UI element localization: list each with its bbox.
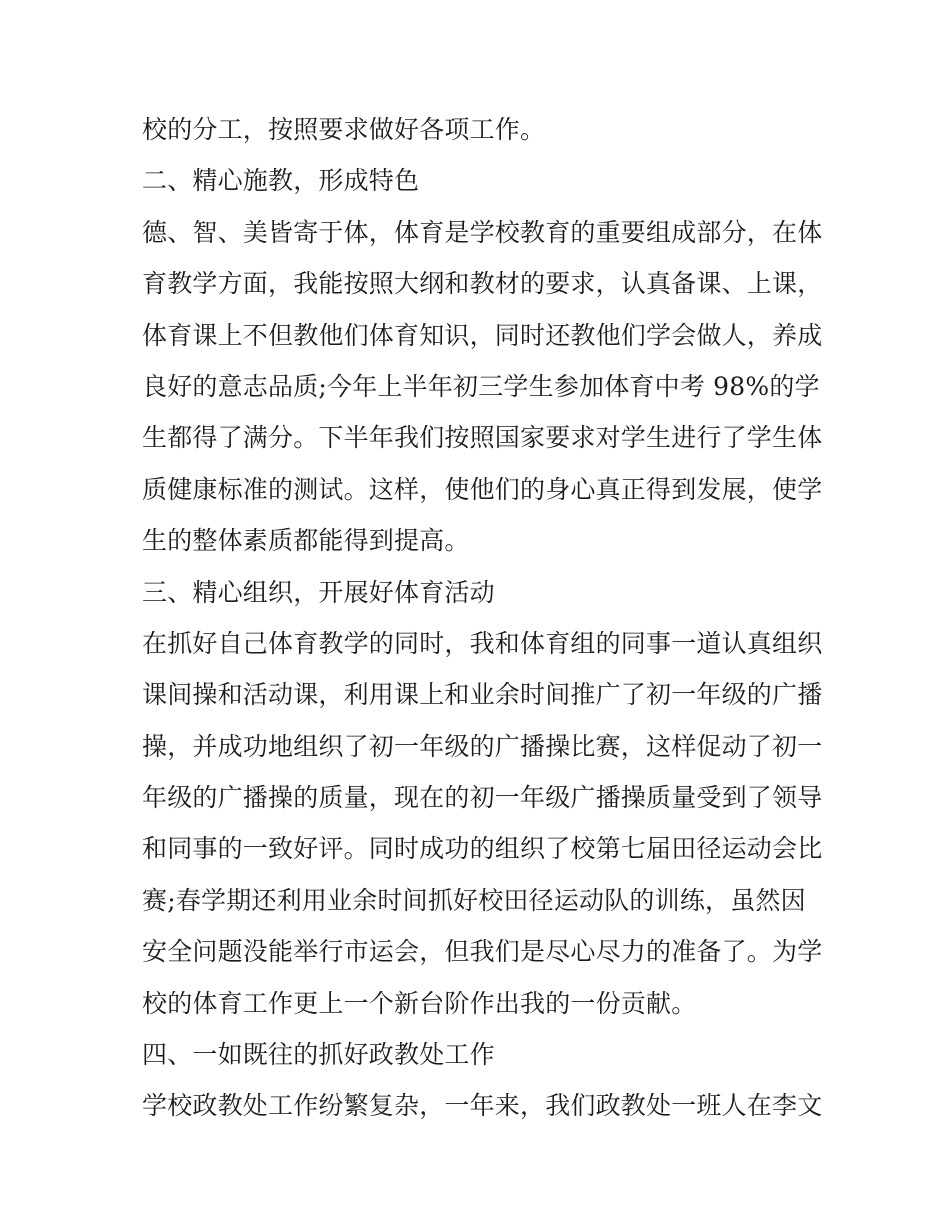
document-body — [142, 104, 822, 1132]
text-line: 体育课上不但教他们体育知识，同时还教他们学会做人，养成 — [142, 320, 823, 350]
text-line: 和同事的一致好评。同时成功的组织了校第七届田径运动会比 — [142, 834, 823, 864]
text-line: 安全问题没能举行市运会，但我们是尽心尽力的准备了。为学 — [142, 937, 823, 967]
text-line: 学校政教处工作纷繁复杂，一年来，我们政教处一班人在李文 — [142, 1091, 823, 1121]
text-line: 生都得了满分。下半年我们按照国家要求对学生进行了学生体 — [142, 423, 823, 453]
text-line: 在抓好自己体育教学的同时，我和体育组的同事一道认真组织 — [142, 628, 823, 658]
text-line: 校的体育工作更上一个新台阶作出我的一份贡献。 — [142, 988, 697, 1018]
section-heading-2: 二、精心施教，形成特色 — [142, 166, 420, 196]
text-line: 质健康标准的测试。这样，使他们的身心真正得到发展，使学 — [142, 474, 823, 504]
text-line: 课间操和活动课，利用课上和业余时间推广了初一年级的广播 — [142, 680, 823, 710]
text-line: 年级的广播操的质量，现在的初一年级广播操质量受到了领导 — [142, 783, 823, 813]
text-line: 良好的意志品质;今年上半年初三学生参加体育中考 98%的学 — [142, 371, 820, 401]
text-line: 赛;春学期还利用业余时间抓好校田径运动队的训练，虽然因 — [142, 885, 806, 915]
section-heading-4: 四、一如既往的抓好政教处工作 — [142, 1040, 495, 1070]
section-heading-3: 三、精心组织，开展好体育活动 — [142, 577, 495, 607]
text-line: 校的分工，按照要求做好各项工作。 — [142, 115, 546, 144]
text-line: 德、智、美皆寄于体，体育是学校教育的重要组成部分，在体 — [142, 217, 823, 247]
text-line: 操，并成功地组织了初一年级的广播操比赛，这样促动了初一 — [142, 731, 823, 761]
text-line: 育教学方面，我能按照大纲和教材的要求，认真备课、上课， — [142, 269, 823, 299]
text-line: 生的整体素质都能得到提高。 — [142, 526, 470, 556]
